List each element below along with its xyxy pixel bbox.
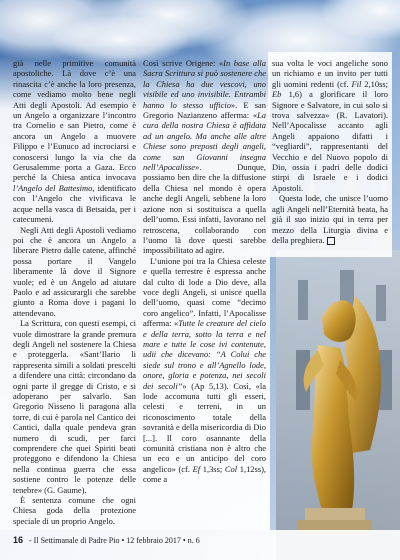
paragraph: La Scrittura, con questi esempi, ci vuole dimostrare la grande premura degli Angeli nel sostenere la Chiesa e proteggerla. «Sant’Ilario li rappresenta simili a soldati prescelti a difendere una città: circondano da ogni parte il gregge di Cristo, e si adoperano per salvarlo. San Gregorio Nisseno li paragona alla torre, di cui è parola nel Cantico dei Cantici, dalla quale pendeva gran numero di scudi, per farci comprendere che quei Spiriti beati proteggono e difendono la Chiesa nella continua guerra che essa sostiene contro le potenze delle tenebre» (G. Gaume). bbox=[13, 318, 136, 495]
page-number: 16 bbox=[13, 535, 24, 545]
paragraph: Questa lode, che unisce l’uomo agli Angeli nell’Eternità beata, ha già il suo inizio qui in terra per mezzo della Liturgia divina e della preghiera. bbox=[272, 193, 388, 245]
page-footer bbox=[13, 535, 200, 545]
running-title: - Il Settimanale di Padre Pio • 12 febbraio 2017 • n. 6 bbox=[29, 536, 200, 545]
end-of-article-icon bbox=[327, 237, 335, 245]
text-column-left bbox=[13, 58, 136, 532]
text-column-middle bbox=[143, 58, 266, 532]
paragraph: L’unione poi tra la Chiesa celeste e quella terrestre è espressa anche dal culto di lode a Dio deve, alla voce degli Angeli, si unisce quella dell’uomo, quasi come “decimo coro angelico”. Infatti, l’Apocalisse afferma: «Tutte le creature del cielo e della terra, sotto la terra e nel mare e tutte le cose ivi contenute, udii che dicevano: “A Colui che siede sul trono e all’Agnello lode, onore, gloria e potenza, nei secoli dei secoli”» (Ap 5,13). Così, «la lode accomuna tutti gli esseri, celesti e terreni, in un riconoscimento totale della sovranità e della misericordia di Dio [...]. Il coro osannante della comunità cristiana non è altro che un eco e un anticipo del coro angelico» (cf. Ef 1,3ss; Col 1,12ss), come a bbox=[143, 255, 266, 485]
paragraph: È sentenza comune che ogni Chiesa goda della protezione speciale di un proprio Angelo. bbox=[13, 495, 136, 526]
paragraph: Così scrive Origene: «In base alla Sacra Scrittura si può sostenere che la Chiesa ha due vescovi, uno visibile ed uno invisibile. Entrambi hanno lo stesso ufficio». E san Gregorio Nazianzeno afferma: «La cura della nostra Chiesa è affidata ad un angelo. Ma anche alle altre Chiese sono preposti degli angeli, come san Giovanni insegna nell’Apocalisse». Dunque, possiamo ben dire che la diffusione della Chiesa nel mondo è opera anche degli Angeli, sebbene la loro azione non si sostituisca a quella dell’uomo. Essi infatti, lavorano nel retroscena, collaborando con l’uomo là dove questi sarebbe impossibilitato ad agire. bbox=[143, 58, 266, 256]
paragraph: sua volta le voci angeliche sono un richiamo e un invito per tutti gli uomini redenti (cf. Fil 2,10ss; Eb 1,6) a glorificare il loro Signore e Salvatore, in cui solo si trova salvezza» (R. Lavatori). Nell’Apocalisse accanto agli Angeli appaiono difatti i “vegliardi”, rappresentanti del Vecchio e del Nuovo popolo di Dio, ossia i padri delle dodici stirpi di Israele e i dodici Apostoli. bbox=[272, 58, 388, 193]
paragraph: già nelle primitive comunità apostoliche. Là dove c’è una rinascita c’è anche la loro presenza, come vediamo molto bene negli Atti degli Apostoli. Ad esempio è un Angelo a organizzare l’incontro tra Cornelio e san Pietro, come è ancora un Angelo a muovere Filippo e l’Eunuco ad incrociarsi e conoscersi lungo la via che da Gerusalemme porta a Gaza. Ecco perché la Chiesa antica invocava l’Angelo del Battesimo, identificato con l’Angelo che vivificava le acque nella vasca di Betsaida, per i catecumeni. bbox=[13, 58, 136, 225]
paragraph: Negli Atti degli Apostoli vediamo poi che è ancora un Angelo a liberare Pietro dalle catene, affinché possa portare il Vangelo liberamente là dove il Signore vuole; ed è un Angelo ad aiutare Paolo e ad assicurargli che sarebbe giunto a Roma dove i pagani lo attendevano. bbox=[13, 224, 136, 318]
text-column-right bbox=[272, 58, 388, 254]
